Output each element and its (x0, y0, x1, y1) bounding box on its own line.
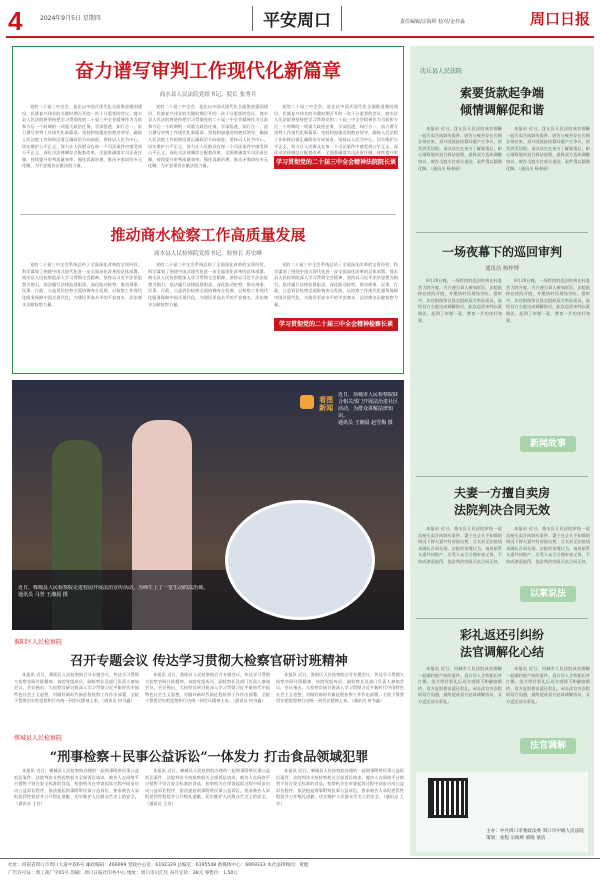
article2-paragraph: 党的二十届三中全会系统总结了全面深化改革的宝贵经验，科学谋划了围绕中国式现代化进一步全面深化改革的总体部署。商水县人民检察院深入学习贯彻全会精神，坚持以习近平法治思想为指引，依法履行法律监督职责，深化能动检察，推动刑事、民事、行政、公益诉讼检察全面协调充分发展，以检察工作现代化服务保障中国式现代化，为建设更高水平的平安商水、法治商水贡献检察力量。 (148, 262, 268, 307)
article4-source: 郸城县人民检察院 (14, 735, 63, 742)
article3-source: 淮阳区人民检察院 (14, 639, 63, 646)
r4-title-line1: 彩礼返还引纠纷 (459, 628, 544, 642)
article4-paragraph: 本报讯 近日，郸城县人民检察院办理的一起刑事附带民事公益诉讼案件，法院判决支持检察机关全部诉讼请求。被告人在网络平台销售不符合安全标准的食品，检察机关在审查起诉过程中同步启动公益诉讼程序，依法提起刑事附带民事公益诉讼，要求被告人承担惩罚性赔偿并公开赔礼道歉，切实维护人民群众舌尖上的安全。（通讯员 王芳） (14, 768, 139, 806)
r2-paragraph: 8月29日晚，一场特别的巡回审判在村委会大院开庭。为方便当事人参加诉讼，法院选择在夜间开庭，并邀请村民现场旁听。庭审中，法官围绕争议焦点组织双方举证质证，最终双方当庭达成调解协议。此次巡回审判以案释法，起到了审理一案、教育一片的良好效果。 (506, 278, 590, 323)
r1-paragraph: 本报讯 近日，沈丘县人民法院成功调解一起买卖合同纠纷案件。原告与被告存在长期业务往来，双方因货款结算问题产生争议，原告诉至法院。承办法官在充分了解案情后，耐心细致地对双方释法说理，最终双方达成调解协议，被告当庭支付部分货款，案件得以圆满化解。（通讯员 杨春丽） (418, 126, 502, 171)
page-number: 4 (8, 6, 23, 36)
r1-title-line1: 索要货款起争端 (459, 86, 544, 100)
qr-code-icon (428, 778, 468, 818)
r3-body (418, 526, 502, 624)
article4-paragraph: 本报讯 近日，郸城县人民检察院办理的一起刑事附带民事公益诉讼案件，法院判决支持检察机关全部诉讼请求。被告人在网络平台销售不符合安全标准的食品，检察机关在审查起诉过程中同步启动公益诉讼程序，依法提起刑事附带民事公益诉讼，要求被告人承担惩罚性赔偿并公开赔礼道歉，切实维护人民群众舌尖上的安全。（通讯员 王芳） (276, 768, 404, 806)
article3-body (14, 672, 139, 724)
divider (20, 214, 396, 215)
r2-byline: 通讯员 杨梓博 (484, 266, 520, 272)
caption-credit: 通讯员 王湘晨 赵雪梅 摄 (338, 420, 393, 426)
r4-badge: 法官调解 (520, 738, 576, 754)
caption-text: 近日，郸城县人民检察院走进校园开展法治宣传活动，为师生上了一堂生动的法治课。 (18, 585, 209, 591)
article1-byline: 商水县人民法院党组书记、院长 张秀兵 (159, 92, 257, 98)
article2-byline: 商水县人民检察院党组书记、检察长 苏宏峰 (153, 251, 263, 257)
article1-body-col3 (274, 104, 398, 156)
article4-body-col3 (276, 768, 404, 854)
r3-title-line1: 夫妻一方擅自卖房 (453, 486, 550, 500)
divider (416, 476, 588, 477)
r1-body-col2 (506, 126, 590, 224)
article3-body-col2 (145, 672, 270, 724)
article2-title: 推动商水检察工作高质量发展 (110, 226, 306, 244)
camera-icon (300, 395, 314, 409)
r2-body (418, 278, 502, 466)
header-rule (6, 36, 594, 38)
article3-body-col3 (276, 672, 404, 724)
photo-caption-right (338, 392, 400, 492)
caption-credit: 通讯员 马誉 王湘晨 摄 (18, 592, 68, 598)
r1-paragraph: 本报讯 近日，沈丘县人民法院成功调解一起买卖合同纠纷案件。原告与被告存在长期业务往来，双方因货款结算问题产生争议，原告诉至法院。承办法官在充分了解案情后，耐心细致地对双方释法说理，最终双方达成调解协议，被告当庭支付部分货款，案件得以圆满化解。（通讯员 杨春丽） (506, 126, 590, 171)
qr-credits (486, 828, 586, 842)
article3-paragraph: 本报讯 近日，淮阳区人民检察院召开专题会议，传达学习贯彻大检察官研讨班精神，该院党组成员、副检察长及部门负责人参加会议。会议指出，大检察官研讨班深入学习贯彻习近平新时代中国特色社会主义思想，对做好新时代新征程检察工作作出部署，全院干警要切实把思想和行动统一到会议精神上来。（通讯员 何书鑫） (145, 672, 270, 704)
sponsor-text: 主办：中共周口市委政法委 周口市中级人民法院 (486, 829, 584, 834)
article1-body (22, 104, 142, 204)
r4-title-line2: 法官调解化心结 (459, 645, 544, 659)
editor-line: 责任编辑/宗海婷 校对/金祥淼 (400, 19, 465, 25)
article3-title: 召开专题会议 传达学习贯彻大检察官研讨班精神 (70, 654, 348, 669)
article2-body-col2 (148, 262, 268, 362)
r3-paragraph: 本报讯 近日，商水县人民法院审结一起房屋买卖合同纠纷案件。妻子在丈夫不知情的情况下将夫妻共有房屋出售，丈夫诉至法院请求确认合同无效。法院经审理认为，该房屋系夫妻共同财产，买受人未尽合理审查义务，不构成善意取得，依法判决房屋买卖合同无效。 (506, 526, 590, 564)
issue-date: 2024年9月5日 星期四 (40, 15, 101, 22)
photo-caption-left (18, 585, 228, 619)
r2-title: 一场夜幕下的巡回审判 (441, 245, 562, 259)
r3-body-col2 (506, 526, 590, 578)
r1-title-line2: 倾情调解促和谐 (459, 103, 544, 117)
badge-line1: 看图 (319, 396, 334, 404)
caption-text: 近日，项城市人民检察院联合相关部门开展法治进社区活动，为群众讲解法律知识。 (338, 392, 399, 419)
divider (416, 618, 588, 619)
footer (0, 858, 600, 883)
article4-body (14, 768, 139, 854)
r1-source: 沈丘县人民法院 (420, 68, 463, 75)
article1-paragraph: 党的二十届三中全会，是在以中国式现代化全面推进强国建设、民族复兴伟业的关键时期召开的一次十分重要的会议。商水县人民法院将坚持把学习贯彻党的二十届三中全会精神作为当前和今后一个时期的一项重大政治任务，学深悟透、知行合一，奋力谱写审判工作现代化新篇章。坚持和加强党的绝对领导，确保人民法院工作始终沿着正确政治方向前进。坚持以人民为中心，切实维护公平正义，努力让人民群众在每一个司法案件中感受到公平正义。深化司法体制综合配套改革，全面准确落实司法责任制，持续提升审判质量效率。强化诉源治理，推动矛盾纠纷多元化解，为平安建设贡献法院力量。 (148, 104, 268, 169)
article1-title: 奋力谱写审判工作现代化新篇章 (74, 60, 341, 82)
article3-paragraph: 本报讯 近日，淮阳区人民检察院召开专题会议，传达学习贯彻大检察官研讨班精神，该院党组成员、副检察长及部门负责人参加会议。会议指出，大检察官研讨班深入学习贯彻习近平新时代中国特色社会主义思想，对做好新时代新征程检察工作作出部署，全院干警要切实把思想和行动统一到会议精神上来。（通讯员 何书鑫） (14, 672, 139, 704)
r3-title-line2: 法院判决合同无效 (453, 503, 550, 517)
article4-paragraph: 本报讯 近日，郸城县人民检察院办理的一起刑事附带民事公益诉讼案件，法院判决支持检察机关全部诉讼请求。被告人在网络平台销售不符合安全标准的食品，检察机关在审查起诉过程中同步启动公益诉讼程序，依法提起刑事附带民事公益诉讼，要求被告人承担惩罚性赔偿并公开赔礼道歉，切实维护人民群众舌尖上的安全。（通讯员 王芳） (145, 768, 270, 806)
article4-body-col2 (145, 768, 270, 854)
article2-body (22, 262, 142, 362)
r4-paragraph: 本报讯 近日，项城市人民法院成功调解一起婚约财产纠纷案件。双方经人介绍相识并订婚，男方给付彩礼后双方感情不和解除婚约，男方起诉要求返还彩礼。承办法官多次组织双方沟通，最终促成双方达成调解协议，女方返还部分彩礼。 (418, 666, 502, 704)
footer-line1: 社址：河南省周口市周口大道中段6号 邮政编码：466099 党政办公室：6192329 总编室：6195548 新媒体中心：6069333 本社法律顾问：黄健 (8, 863, 309, 868)
article4-title: “刑事检察＋民事公益诉讼”一体发力 打击食品领域犯罪 (49, 750, 369, 765)
article3-paragraph: 本报讯 近日，淮阳区人民检察院召开专题会议，传达学习贯彻大检察官研讨班精神，该院党组成员、副检察长及部门负责人参加会议。会议指出，大检察官研讨班深入学习贯彻习近平新时代中国特色社会主义思想，对做好新时代新征程检察工作作出部署，全院干警要切实把思想和行动统一到会议精神上来。（通讯员 何书鑫） (276, 672, 404, 704)
r1-body (418, 126, 502, 224)
r4-body (418, 666, 502, 764)
article2-body-col3 (274, 262, 398, 314)
article2-paragraph: 党的二十届三中全会系统总结了全面深化改革的宝贵经验，科学谋划了围绕中国式现代化进一步全面深化改革的总体部署。商水县人民检察院深入学习贯彻全会精神，坚持以习近平法治思想为指引，依法履行法律监督职责，深化能动检察，推动刑事、民事、行政、公益诉讼检察全面协调充分发展，以检察工作现代化服务保障中国式现代化，为建设更高水平的平安商水、法治商水贡献检察力量。 (22, 262, 142, 307)
editors-text: 策划：张程 宗海婷 邢晓 梁洁 (486, 836, 546, 841)
r2-paragraph: 8月29日晚，一场特别的巡回审判在村委会大院开庭。为方便当事人参加诉讼，法院选择在夜间开庭，并邀请村民现场旁听。庭审中，法官围绕争议焦点组织双方举证质证，最终双方当庭达成调解协议。此次巡回审判以案释法，起到了审理一案、教育一片的良好效果。 (418, 278, 502, 323)
photo-badge-text (319, 396, 333, 412)
r2-badge: 新闻故事 (520, 436, 576, 452)
r3-paragraph: 本报讯 近日，商水县人民法院审结一起房屋买卖合同纠纷案件。妻子在丈夫不知情的情况下将夫妻共有房屋出售，丈夫诉至法院请求确认合同无效。法院经审理认为，该房屋系夫妻共同财产，买受人未尽合理审查义务，不构成善意取得，依法判决房屋买卖合同无效。 (418, 526, 502, 564)
r2-body-col2 (506, 278, 590, 428)
article1-paragraph: 党的二十届三中全会，是在以中国式现代化全面推进强国建设、民族复兴伟业的关键时期召开的一次十分重要的会议。商水县人民法院将坚持把学习贯彻党的二十届三中全会精神作为当前和今后一个时期的一项重大政治任务，学深悟透、知行合一，奋力谱写审判工作现代化新篇章。坚持和加强党的绝对领导，确保人民法院工作始终沿着正确政治方向前进。坚持以人民为中心，切实维护公平正义，努力让人民群众在每一个司法案件中感受到公平正义。深化司法体制综合配套改革，全面准确落实司法责任制，持续提升审 (274, 104, 398, 156)
article2-paragraph: 党的二十届三中全会系统总结了全面深化改革的宝贵经验，科学谋划了围绕中国式现代化进一步全面深化改革的总体部署。商水县人民检察院深入学习贯彻全会精神，坚持以习近平法治思想为指引，依法履行法律监督职责，深化能动检察，推动刑事、民事、行政、公益诉讼检察全面协调充分发展，以检察工作现代化服务保障中国式现代化，为建设更高水平的平安商水、法治商水贡献检察力量。 (274, 262, 398, 307)
article1-body-col2 (148, 104, 268, 204)
divider (416, 232, 588, 233)
newspaper-logo: 周口日报 (530, 10, 591, 28)
inset-photo (225, 500, 375, 620)
section-title: 平安周口 (252, 6, 342, 31)
article1-tag: 学习贯彻党的二十届三中全会精神法院院长谈 (274, 156, 398, 169)
footer-line2: 广告许可证：周工商广字01号 印刷：周口日报社印务中心 地址：周口市川汇区 每月定价：38元 零售价：1.50元 (8, 871, 238, 876)
r4-body-col2 (506, 666, 590, 732)
r3-badge: 以案说法 (520, 586, 576, 602)
article1-paragraph: 党的二十届三中全会，是在以中国式现代化全面推进强国建设、民族复兴伟业的关键时期召开的一次十分重要的会议。商水县人民法院将坚持把学习贯彻党的二十届三中全会精神作为当前和今后一个时期的一项重大政治任务，学深悟透、知行合一，奋力谱写审判工作现代化新篇章。坚持和加强党的绝对领导，确保人民法院工作始终沿着正确政治方向前进。坚持以人民为中心，切实维护公平正义，努力让人民群众在每一个司法案件中感受到公平正义。深化司法体制综合配套改革，全面准确落实司法责任制，持续提升审判质量效率。强化诉源治理，推动矛盾纠纷多元化解，为平安建设贡献法院力量。 (22, 104, 142, 169)
r4-paragraph: 本报讯 近日，项城市人民法院成功调解一起婚约财产纠纷案件。双方经人介绍相识并订婚，男方给付彩礼后双方感情不和解除婚约，男方起诉要求返还彩礼。承办法官多次组织双方沟通，最终促成双方达成调解协议，女方返还部分彩礼。 (506, 666, 590, 704)
article2-tag: 学习贯彻党的二十届三中全会精神检察长谈 (274, 318, 398, 331)
badge-line2: 新闻 (319, 404, 334, 412)
